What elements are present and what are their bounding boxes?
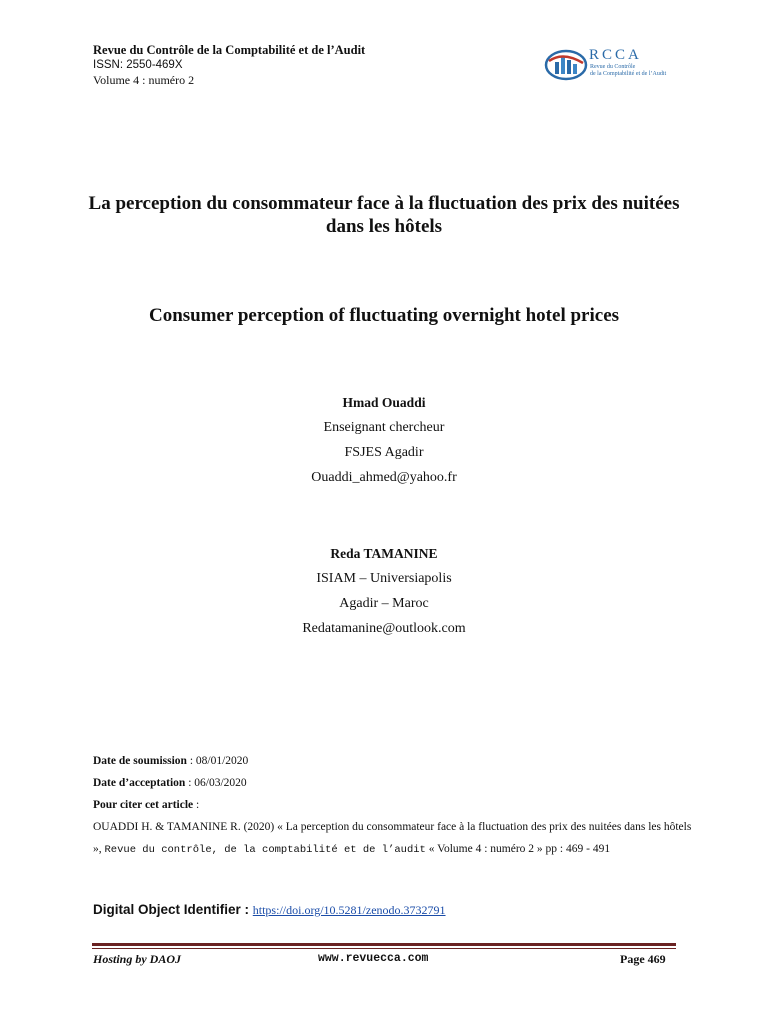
journal-name: Revue du Contrôle de la Comptabilité et de l’Audit <box>93 43 366 57</box>
footer-rule-thick <box>92 943 676 946</box>
author-email[interactable]: Redatamanine@outlook.com <box>302 621 466 636</box>
author-block-2 <box>184 541 584 641</box>
title-english: Consumer perception of fluctuating overnight hotel prices <box>148 305 620 326</box>
issn: ISSN: 2550-469X <box>93 59 183 71</box>
logo-subtitle-line1: Revue du Contrôle <box>590 64 636 70</box>
volume-issue: Volume 4 : numéro 2 <box>93 73 195 87</box>
title-french: La perception du consommateur face à la fluctuation des prix des nuitées dans les hôtels <box>88 193 680 237</box>
logo-acronym: RCCA <box>589 47 642 63</box>
logo-subtitle <box>590 64 700 78</box>
footer-hosting: Hosting by DAOJ <box>93 952 182 966</box>
author-block-1 <box>184 390 584 490</box>
acceptance-date <box>93 772 693 794</box>
doi-line <box>93 902 446 918</box>
author-location: Agadir – Maroc <box>339 596 429 611</box>
doi-link[interactable]: https://doi.org/10.5281/zenodo.3732791 <box>252 903 446 917</box>
acceptance-label: Date d’acceptation <box>93 777 186 789</box>
logo-emblem-icon <box>543 45 589 85</box>
submission-value: : 08/01/2020 <box>186 755 249 767</box>
footer-page-number: Page 469 <box>620 952 666 966</box>
author-email[interactable]: Ouaddi_ahmed@yahoo.fr <box>311 470 457 485</box>
author-name: Reda TAMANINE <box>330 546 438 561</box>
cite-label: Pour citer cet article <box>93 799 194 811</box>
cite-colon: : <box>193 799 200 811</box>
logo-subtitle-line2: de la Comptabilité et de l’Audit <box>590 71 667 77</box>
article-metadata <box>93 750 693 861</box>
author-institution: ISIAM – Universiapolis <box>316 571 452 586</box>
citation-part2: « Volume 4 : numéro 2 » pp : 469 - 491 <box>425 843 611 855</box>
footer-rule-thin <box>92 948 676 949</box>
citation-part1: OUADDI H. & TAMANINE R. (2020) « La perception du consommateur face à la fluctuation des prix des nuitées dans les hôtels », <box>93 821 692 855</box>
doi-label: Digital Object Identifier : <box>93 902 253 917</box>
submission-date <box>93 750 693 772</box>
submission-label: Date de soumission <box>93 755 187 767</box>
journal-header <box>93 43 365 88</box>
cite-heading <box>93 794 693 816</box>
author-position: Enseignant chercheur <box>323 420 445 435</box>
citation-text <box>93 816 693 861</box>
rcca-logo <box>543 45 703 85</box>
author-name: Hmad Ouaddi <box>342 395 426 410</box>
acceptance-value: : 06/03/2020 <box>185 777 247 789</box>
author-institution: FSJES Agadir <box>344 445 424 460</box>
citation-journal: Revue du contrôle, de la comptabilité et de l’audit <box>104 844 426 856</box>
footer-website[interactable]: www.revuecca.com <box>318 952 429 965</box>
